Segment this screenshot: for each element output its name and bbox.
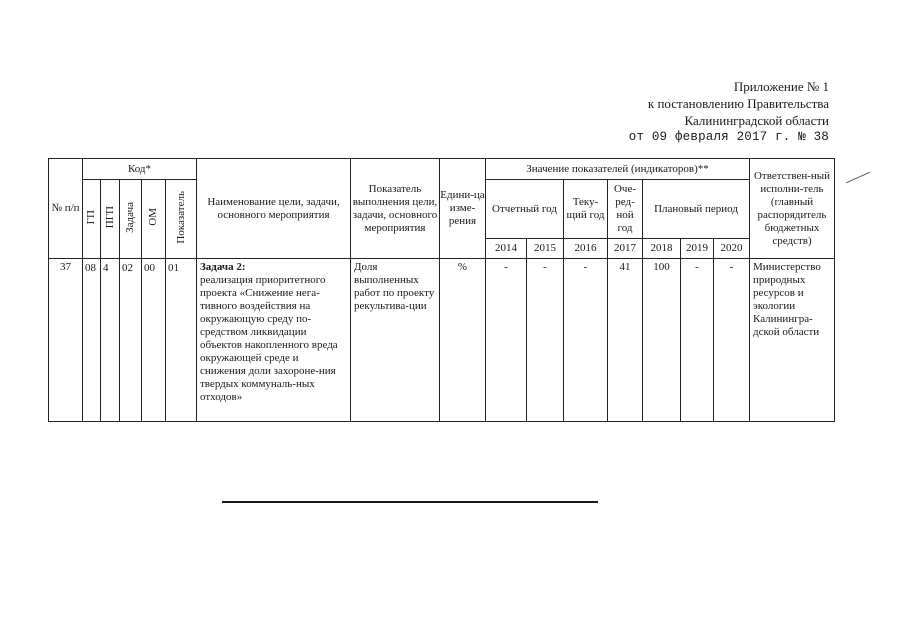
header-year-2014: 2014 [486, 239, 527, 259]
stray-pen-mark [846, 172, 870, 183]
decree-number: 38 [813, 130, 829, 144]
header-code-om: ОМ [147, 208, 159, 226]
header-year-2018: 2018 [643, 239, 681, 259]
header-year-2016: 2016 [564, 239, 608, 259]
header-values-group: Значение показателей (индикаторов)** [486, 159, 750, 180]
row-value-2014: - [486, 259, 527, 422]
appendix-header [629, 78, 829, 146]
decree-reference [629, 129, 829, 146]
bottom-divider [222, 501, 598, 503]
appendix-region: Калининградской области [684, 113, 829, 128]
row-code-indicator: 01 [166, 259, 197, 422]
appendix-title: Приложение № 1 [733, 79, 829, 94]
row-value-2019: - [681, 259, 714, 422]
row-value-2015: - [527, 259, 564, 422]
row-code-task: 02 [120, 259, 142, 422]
header-planned-period: Плановый период [643, 180, 750, 239]
row-unit: % [440, 259, 486, 422]
header-year-2019: 2019 [681, 239, 714, 259]
header-name: Наименование цели, задачи, основного мероприятия [197, 159, 351, 259]
row-value-2017: 41 [608, 259, 643, 422]
header-unit: Едини-ца изме-рения [440, 159, 486, 259]
row-name-text: реализация приоритетного проекта «Снижение нега-тивного воздействия на окружающую среду по-средством ликвидации объектов накопленного вреда окружающей среде и снижения доли захороне-ния твердых коммуналь-ных отходов» [200, 274, 338, 403]
header-current-year: Теку-щий год [564, 180, 608, 239]
decree-prefix: от [628, 130, 645, 144]
header-num: № п/п [49, 159, 83, 259]
row-value-2018: 100 [643, 259, 681, 422]
row-value-2016: - [564, 259, 608, 422]
row-responsible: Министерство природных ресурсов и экологии Калинингра-дской области [750, 259, 835, 422]
indicator-table [48, 158, 835, 422]
header-year-2017: 2017 [608, 239, 643, 259]
row-code-om: 00 [142, 259, 166, 422]
header-year-2020: 2020 [714, 239, 750, 259]
header-responsible: Ответствен-ный исполни-тель (главный распорядитель бюджетных средств) [750, 159, 835, 259]
appendix-subtitle: к постановлению Правительства [647, 96, 829, 111]
header-reporting-year: Отчетный год [486, 180, 564, 239]
row-name-title: Задача 2: [200, 261, 246, 273]
header-code-gp: ГП [85, 209, 97, 225]
row-num: 37 [49, 259, 83, 422]
row-code-gp: 08 [83, 259, 101, 422]
header-indicator: Показатель выполнения цели, задачи, основного мероприятия [351, 159, 440, 259]
row-code-pgp: 4 [101, 259, 120, 422]
header-year-2015: 2015 [527, 239, 564, 259]
header-code-task: Задача [124, 201, 136, 233]
header-code-group: Код* [83, 159, 197, 180]
header-next-year: Оче-ред-ной год [608, 180, 643, 239]
header-code-indicator: Показатель [174, 190, 187, 244]
decree-date: 09 февраля [651, 130, 729, 144]
decree-year: 2017 г. № [736, 130, 806, 144]
row-value-2020: - [714, 259, 750, 422]
table-row [49, 259, 835, 422]
row-name [197, 259, 351, 422]
row-indicator: Доля выполненных работ по проекту рекультива-ции [351, 259, 440, 422]
header-code-pgp: ПГП [103, 205, 116, 229]
